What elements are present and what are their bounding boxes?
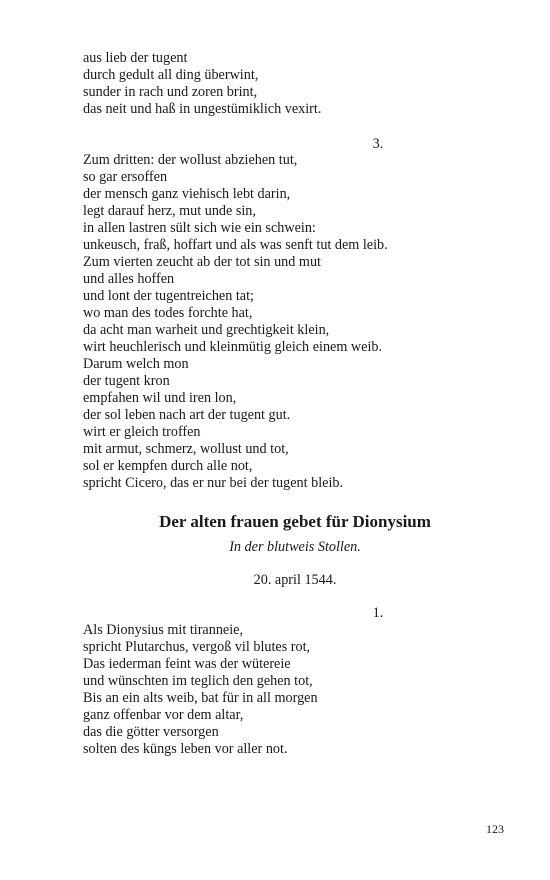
verse-line: spricht Plutarchus, vergoß vil blutes rot, [83, 639, 311, 655]
stanza-3-number: 3. [372, 136, 384, 152]
stanza-1-lines [83, 622, 503, 758]
verse-line: empfahen wil und iren lon, [83, 390, 237, 406]
verse-line: das die götter versorgen [83, 724, 219, 740]
verse-line: Zum vierten zeucht ab der tot sin und mut [83, 254, 321, 270]
verse-line: Das iederman feint was der wütereie [83, 656, 291, 672]
verse-line: Als Dionysius mit tiranneie, [83, 622, 243, 638]
top-verse-lines [83, 50, 503, 118]
verse-line: wirt heuchlerisch und kleinmütig gleich einem weib. [83, 339, 383, 355]
verse-line: da acht man warheit und grechtigkeit klein, [83, 322, 330, 338]
page-number: 123 [486, 822, 504, 836]
stanza-1-number: 1. [372, 605, 384, 621]
verse-line: unkeusch, fraß, hoffart und als was senft tut dem leib. [83, 237, 388, 253]
verse-line: aus lieb der tugent [83, 50, 188, 66]
verse-line: durch gedult all ding überwint, [83, 67, 259, 83]
verse-line: so gar ersoffen [83, 169, 168, 185]
verse-line: mit armut, schmerz, wollust und tot, [83, 441, 289, 457]
verse-line: der mensch ganz viehisch lebt darin, [83, 186, 291, 202]
verse-line: sol er kempfen durch alle not, [83, 458, 253, 474]
verse-line: Darum welch mon [83, 356, 189, 372]
verse-line: solten des küngs leben vor aller not. [83, 741, 288, 757]
poem-subtitle: In der blutweis Stollen. [229, 539, 361, 555]
verse-line: und wünschten im teglich den gehen tot, [83, 673, 313, 689]
verse-line: Bis an ein alts weib, bat für in all morgen [83, 690, 318, 706]
verse-line: der tugent kron [83, 373, 170, 389]
verse-line: legt darauf herz, mut unde sin, [83, 203, 256, 219]
verse-line: wirt er gleich troffen [83, 424, 201, 440]
verse-line: in allen lastren sült sich wie ein schwein: [83, 220, 316, 236]
verse-line: sunder in rach und zoren brint, [83, 84, 258, 100]
stanza-3-lines [83, 152, 503, 492]
verse-line: der sol leben nach art der tugent gut. [83, 407, 291, 423]
verse-line: das neit und haß in ungestümiklich vexirt. [83, 101, 322, 117]
verse-line: spricht Cicero, das er nur bei der tugent bleib. [83, 475, 344, 491]
verse-line: und lont der tugentreichen tat; [83, 288, 254, 304]
verse-line: und alles hoffen [83, 271, 175, 287]
verse-line: wo man des todes forchte hat, [83, 305, 253, 321]
verse-line: Zum dritten: der wollust abziehen tut, [83, 152, 298, 168]
verse-line: ganz offenbar vor dem altar, [83, 707, 244, 723]
poem-date: 20. april 1544. [253, 572, 337, 588]
poem-title: Der alten frauen gebet für Dionysium [159, 512, 431, 531]
